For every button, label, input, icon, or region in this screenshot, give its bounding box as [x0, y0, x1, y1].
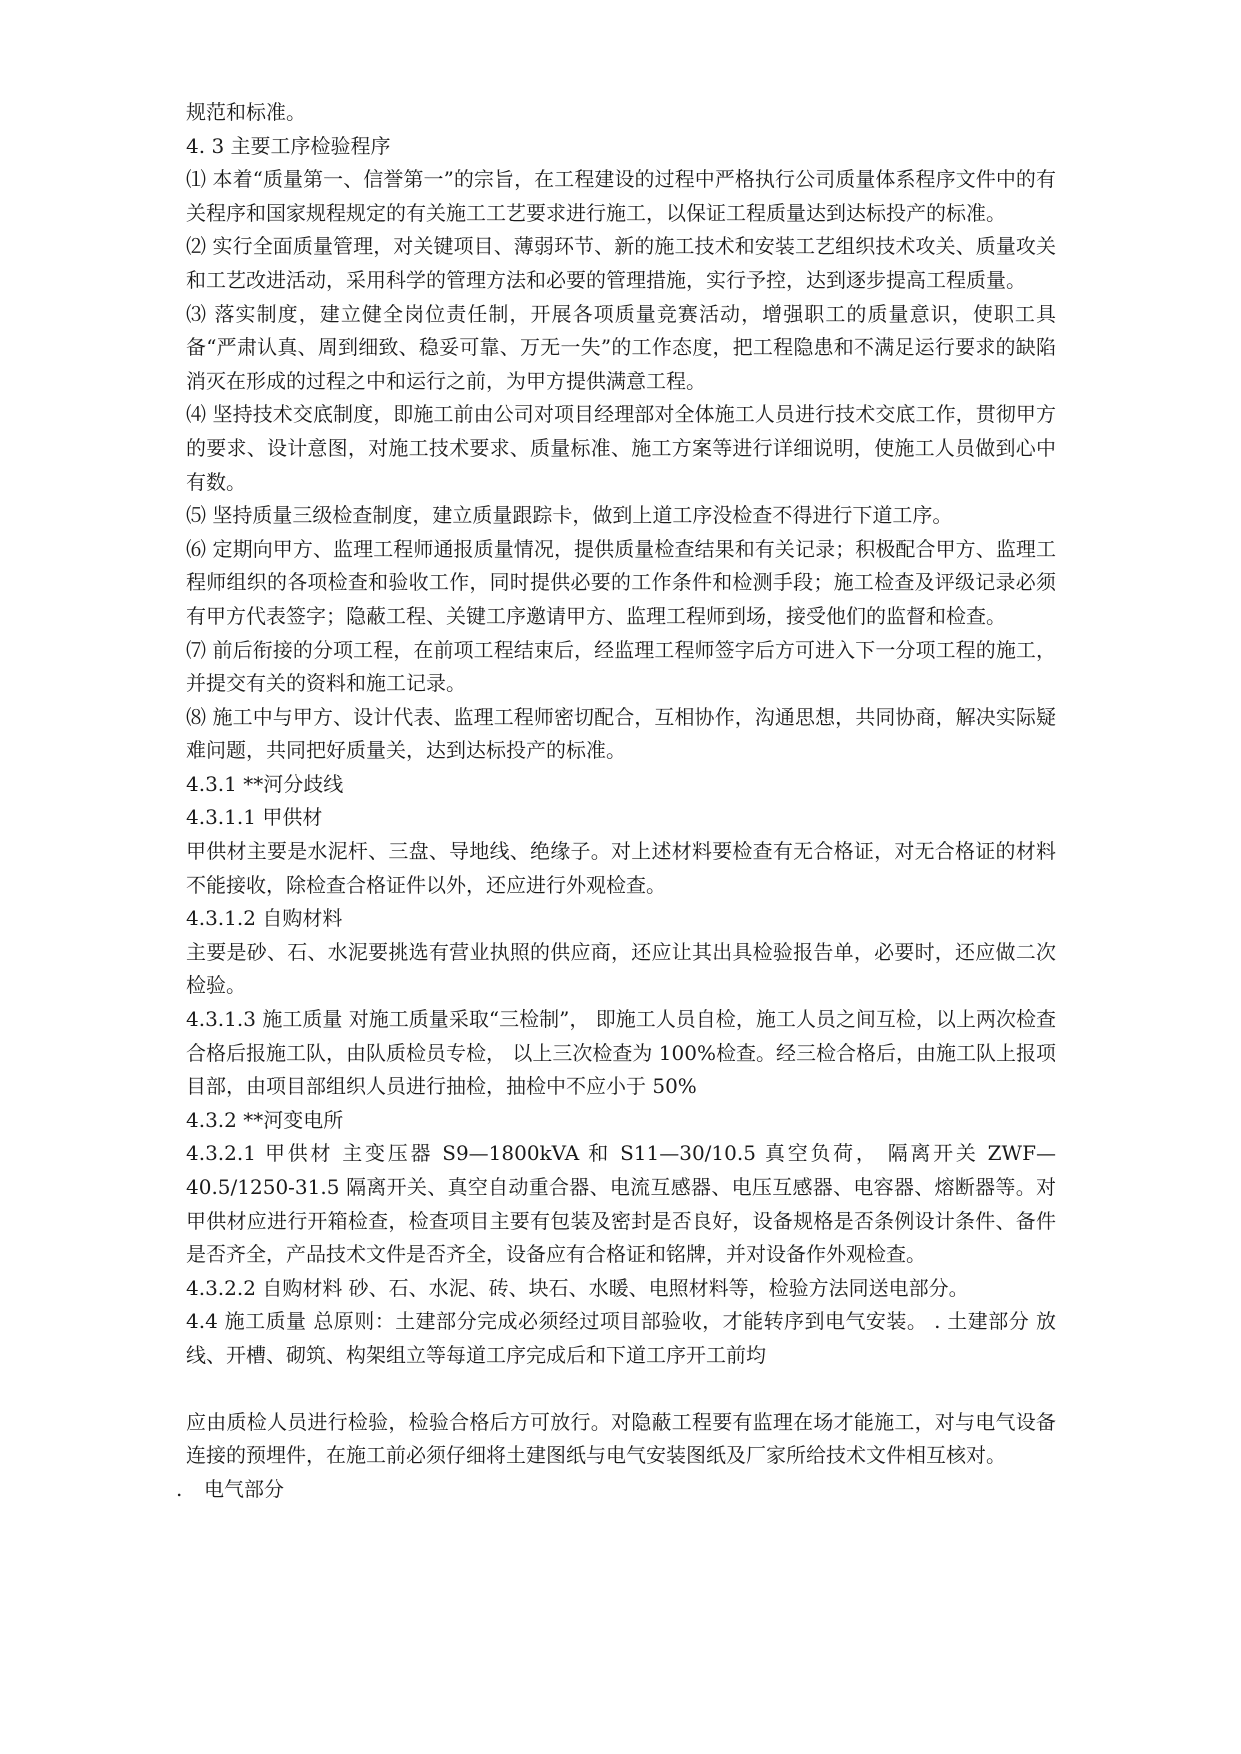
paragraph: 主要是砂、石、水泥要挑选有营业执照的供应商，还应让其出具检验报告单，必要时，还应做二次检验。 — [186, 939, 1056, 998]
paragraph: ⑷ 坚持技术交底制度，即施工前由公司对项目经理部对全体施工人员进行技术交底工作，贯彻甲方的要求、设计意图，对施工技术要求、质量标准、施工方案等进行详细说明，使施工人员做到心中有数。 — [186, 402, 1056, 494]
document-body — [176, 96, 1056, 1506]
paragraph: ⑺ 前后衔接的分项工程，在前项工程结束后，经监理工程师签字后方可进入下一分项工程的施工，并提交有关的资料和施工记录。 — [186, 637, 1056, 696]
bullet-dot: . — [176, 1476, 183, 1501]
paragraph: 4.3.1.3 施工质量 对施工质量采取“三检制”， 即施工人员自检，施工人员之间互检，以上两次检查合格后报施工队，由队质检员专检， 以上三次检查为 100%检查。经三检合格后，由施工队上报项目部，由项目部组织人员进行抽检，抽检中不应小于 50% — [186, 1007, 1056, 1099]
paragraph: ⑸ 坚持质量三级检查制度，建立质量跟踪卡，做到上道工序没检查不得进行下道工序。 — [186, 503, 953, 528]
paragraph: 4.3.2.2 自购材料 砂、石、水泥、砖、块石、水暖、电照材料等，检验方法同送电部分。 — [186, 1275, 969, 1300]
paragraph: ⑵ 实行全面质量管理，对关键项目、薄弱环节、新的施工技术和安装工艺组织技术攻关、质量攻关和工艺改进活动，采用科学的管理方法和必要的管理措施，实行予控，达到逐步提高工程质量。 — [186, 234, 1056, 292]
paragraph: ⑴ 本着“质量第一、信誉第一”的宗旨，在工程建设的过程中严格执行公司质量体系程序文件中的有关程序和国家规程规定的有关施工工艺要求进行施工，以保证工程质量达到达标投产的标准。 — [186, 167, 1056, 225]
paragraph: 4.4 施工质量 总原则：土建部分完成必须经过项目部验收，才能转序到电气安装。 . 土建部分 放线、开槽、砌筑、构架组立等每道工序完成后和下道工序开工前均 — [186, 1309, 1056, 1367]
paragraph: 应由质检人员进行检验，检验合格后方可放行。对隐蔽工程要有监理在场才能施工，对与电气设备连接的预埋件，在施工前必须仔细将土建图纸与电气安装图纸及厂家所给技术文件相互核对。 — [186, 1409, 1056, 1468]
bullet-item — [176, 1473, 1056, 1507]
subsection-heading: 4.3.1.1 甲供材 — [186, 805, 323, 830]
paragraph: ⑻ 施工中与甲方、设计代表、监理工程师密切配合，互相协作，沟通思想，共同协商，解决实际疑难问题，共同把好质量关，达到达标投产的标准。 — [186, 704, 1056, 763]
paragraph: ⑶ 落实制度，建立健全岗位责任制，开展各项质量竞赛活动，增强职工的质量意识，使职工具备“严肃认真、周到细致、稳妥可靠、万无一失”的工作态度，把工程隐患和不满足运行要求的缺陷消灭在形成的过程之中和运行之前，为甲方提供满意工程。 — [186, 301, 1056, 393]
bullet-label: 电气部分 — [204, 1476, 284, 1501]
section-heading-4-3: 4. 3 主要工序检验程序 — [186, 133, 391, 158]
section-heading-4-3-1: 4.3.1 **河分歧线 — [186, 771, 344, 796]
paragraph: 甲供材主要是水泥杆、三盘、导地线、绝缘子。对上述材料要检查有无合格证，对无合格证的材料不能接收，除检查合格证件以外，还应进行外观检查。 — [186, 839, 1056, 897]
paragraph: 4.3.2.1 甲供材 主变压器 S9—1800kVA 和 S11—30/10.5 真空负荷， 隔离开关 ZWF—40.5/1250-31.5 隔离开关、真空自动重合器、电流互感器、电压互感器、电容器、熔断器等。对甲供材应进行开箱检查，检查项目主要有包装及密封是否良好，设备规格是否条例设计条件、备件是否齐全，产品技术文件是否齐全，设备应有合格证和铭牌，并对设备作外观检查。 — [186, 1141, 1056, 1267]
paragraph-gap — [186, 1373, 1056, 1406]
paragraph: 规范和标准。 — [186, 100, 306, 124]
section-heading-4-3-2: 4.3.2 **河变电所 — [186, 1107, 344, 1132]
paragraph: ⑹ 定期向甲方、监理工程师通报质量情况，提供质量检查结果和有关记录；积极配合甲方、监理工程师组织的各项检查和验收工作，同时提供必要的工作条件和检测手段；施工检查及评级记录必须有甲方代表签字；隐蔽工程、关键工序邀请甲方、监理工程师到场，接受他们的监督和检查。 — [186, 536, 1056, 628]
subsection-heading: 4.3.1.2 自购材料 — [186, 906, 343, 931]
